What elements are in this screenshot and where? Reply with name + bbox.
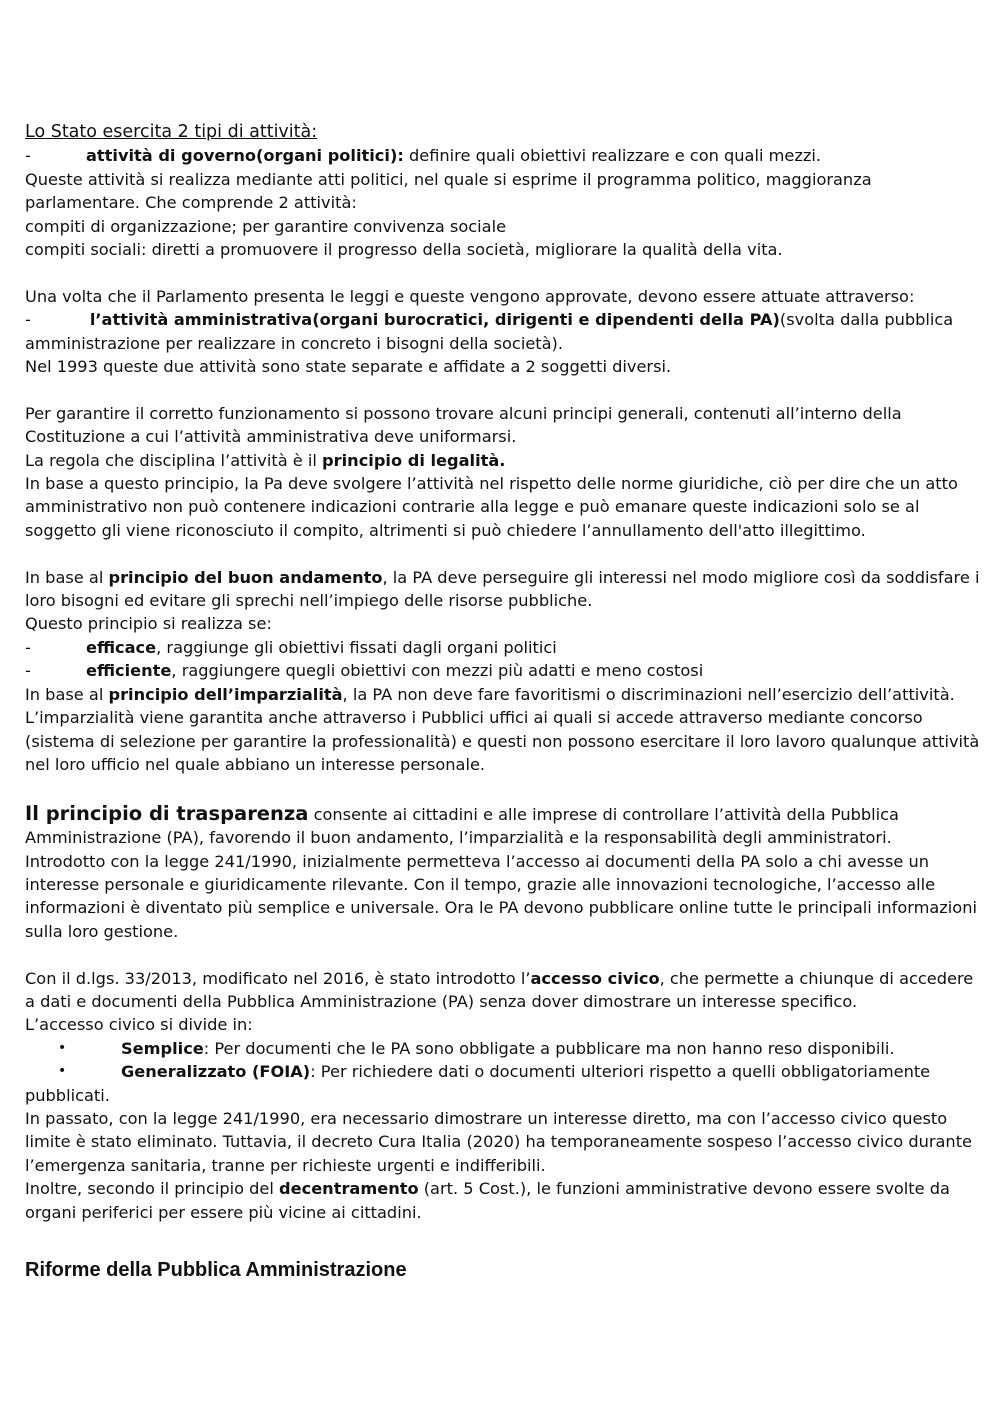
paragraph: In base al principio del buon andamento, la PA deve perseguire gli interessi nel modo migliore così da soddisfare i loro bisogni ed evitare gli sprechi nell’impiego delle risorse pubbliche. <box>25 567 980 611</box>
paragraph: Inoltre, secondo il principio del decentramento (art. 5 Cost.), le funzioni amministrative devono essere svolte da organi periferici per essere più vicine ai cittadini. <box>25 1179 950 1222</box>
paragraph: Queste attività si realizza mediante atti politici, nel quale si esprime il programma politico, maggioranza parlamentare. Che comprende 2 attività: <box>25 169 872 213</box>
dash-marker: - <box>25 146 31 166</box>
paragraph: In base al principio dell’imparzialità, la PA non deve fare favoritismi o discriminazioni nell’esercizio dell’attività. L’imparzialità viene garantita anche attraverso i Pubblici uffici ai quali si accede attraverso mediante concorso (sistema di selezione per garantire la professionalità) e questi non possono esercitare il loro lavoro qualunque attività nel loro ufficio nel quale abbiano un interesse personale. <box>25 684 980 774</box>
section-title: Lo Stato esercita 2 tipi di attività: <box>25 122 318 142</box>
list-item-governo: - attività di governo(organi politici): definire quali obiettivi realizzare e con quali mezzi. <box>25 144 985 167</box>
paragraph: Il principio di trasparenza consente ai cittadini e alle imprese di controllare l’attività della Pubblica Amministrazione (PA), favorendo il buon andamento, l’imparzialità e la responsabilità degli amministratori. <box>25 801 899 848</box>
section-heading: Riforme della Pubblica Amministrazione <box>25 1259 407 1282</box>
paragraph: In passato, con la legge 241/1990, era necessario dimostrare un interesse diretto, ma con l’accesso civico questo limite è stato eliminato. Tuttavia, il decreto Cura Italia (2020) ha temporaneamente sospeso l’accesso civico durante l’emergenza sanitaria, tranne per richieste urgenti e indifferibili. <box>25 1108 972 1175</box>
paragraph: Introdotto con la legge 241/1990, inizialmente permetteva l’accesso ai documenti della PA solo a chi avesse un interesse personale e giuridicamente rilevante. Con il tempo, grazie alle innovazioni tecnologiche, l’accesso alle informazioni è diventato più semplice e universale. Ora le PA devono pubblicare online tutte le principali informazioni sulla loro gestione. <box>25 851 977 941</box>
bullet-marker: • <box>58 1039 67 1056</box>
list-item-amministrativa: - l’attività amministrativa(organi burocratici, dirigenti e dipendenti della PA)(svolta dalla pubblica amministrazione per realizzare in concreto i bisogni della società). <box>25 310 954 353</box>
paragraph: pubblicati. <box>25 1085 110 1105</box>
list-item-semplice: • Semplice: Per documenti che le PA sono obbligate a pubblicare ma non hanno reso disponibili. <box>25 1037 985 1060</box>
paragraph: compiti sociali: diretti a promuovere il progresso della società, migliorare la qualità della vita. <box>25 240 783 260</box>
document-page <box>25 121 985 1283</box>
paragraph: Con il d.lgs. 33/2013, modificato nel 2016, è stato introdotto l’accesso civico, che permette a chiunque di accedere a dati e documenti della Pubblica Amministrazione (PA) senza dover dimostrare un interesse specifico. <box>25 968 974 1011</box>
dash-marker: - <box>25 637 31 657</box>
paragraph: compiti di organizzazione; per garantire convivenza sociale <box>25 216 507 236</box>
bullet-marker: • <box>58 1063 67 1080</box>
dash-marker: - <box>25 661 31 681</box>
paragraph: Questo principio si realizza se: <box>25 614 272 634</box>
paragraph: La regola che disciplina l’attività è il principio di legalità. <box>25 450 506 470</box>
list-item-efficiente: - efficiente, raggiungere quegli obiettivi con mezzi più adatti e meno costosi <box>25 659 985 682</box>
list-item-generalizzato: • Generalizzato (FOIA): Per richiedere dati o documenti ulteriori rispetto a quelli obbligatoriamente <box>25 1060 985 1083</box>
paragraph: L’accesso civico si divide in: <box>25 1015 253 1035</box>
paragraph: In base a questo principio, la Pa deve svolgere l’attività nel rispetto delle norme giuridiche, ciò per dire che un atto amministrativo non può contenere indicazioni contrarie alla legge e può emanare queste indicazioni solo se al soggetto gli viene riconosciuto il compito, altrimenti si può chiedere l’annullamento dell'atto illegittimo. <box>25 474 958 540</box>
list-item-efficace: - efficace, raggiunge gli obiettivi fissati dagli organi politici <box>25 636 985 659</box>
paragraph: Per garantire il corretto funzionamento si possono trovare alcuni principi generali, contenuti all’interno della Costituzione a cui l’attività amministrativa deve uniformarsi. <box>25 403 902 447</box>
paragraph: Una volta che il Parlamento presenta le leggi e queste vengono approvate, devono essere attuate attraverso: <box>25 286 915 306</box>
paragraph: Nel 1993 queste due attività sono state separate e affidate a 2 soggetti diversi. <box>25 357 672 377</box>
